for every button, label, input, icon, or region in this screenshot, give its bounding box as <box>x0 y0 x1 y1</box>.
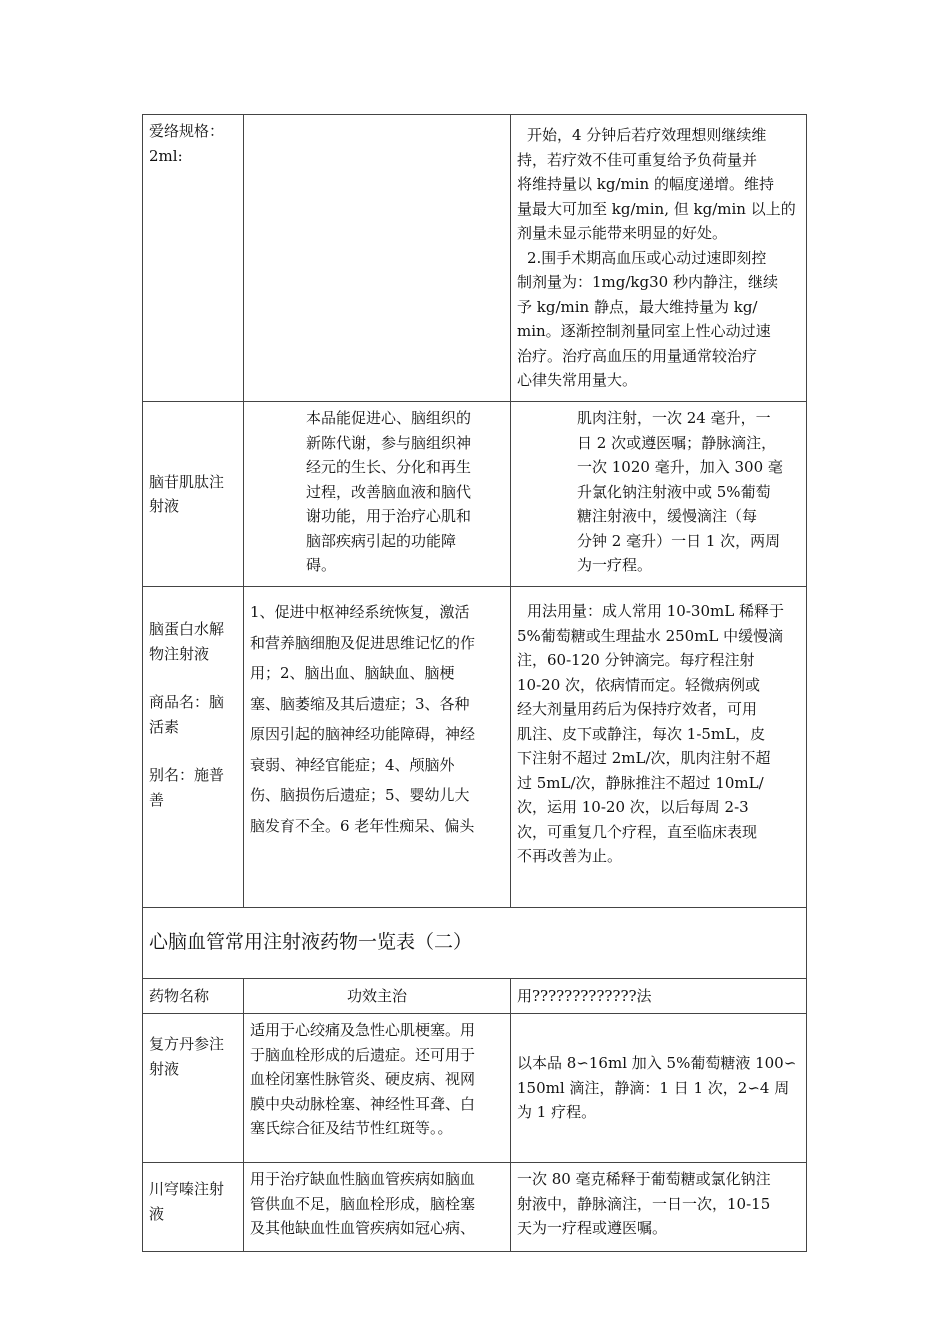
usage-line: 心律失常用量大。 <box>517 371 638 389</box>
drug-name-line: 脑蛋白水解 <box>149 620 225 638</box>
effect-line: 脑发育不全。6 老年性痴呆、偏头 <box>250 816 475 835</box>
usage-cell <box>511 115 807 402</box>
alias-line: 善 <box>149 790 165 809</box>
effect-line: 原因引起的脑神经功能障碍，神经 <box>250 725 476 743</box>
trade-name-line: 商品名：脑 <box>149 693 225 711</box>
drug-name-line: 射液 <box>149 1059 180 1078</box>
usage-line: 持，若疗效不佳可重复给予负荷量并 <box>517 150 758 169</box>
usage-line: 量最大可加至 kg/min, 但 kg/min 以上的 <box>517 199 796 218</box>
usage-line: 150ml 滴注，静滴：1 日 1 次，2∽4 周 <box>517 1078 790 1097</box>
drug-name-line: 2ml: <box>149 146 183 165</box>
effect-line: 及其他缺血性血管疾病如冠心病、 <box>250 1219 476 1237</box>
effect-line: 适用于心绞痛及急性心肌梗塞。用 <box>250 1021 476 1039</box>
usage-line: 天为一疗程或遵医嘱。 <box>517 1219 668 1237</box>
effect-line: 1、促进中枢神经系统恢复，激活 <box>250 603 470 621</box>
table-row <box>143 115 807 402</box>
drug-table <box>142 114 807 1252</box>
usage-cell <box>511 1163 807 1252</box>
usage-line: 过 5mL/次，静脉推注不超过 10mL/ <box>517 773 764 792</box>
table-row <box>143 587 807 908</box>
drug-name-line: 液 <box>149 1204 165 1223</box>
effect-cell <box>244 402 511 587</box>
usage-line: 肌注、皮下或静注，每次 1-5mL，皮 <box>517 724 766 743</box>
effect-line: 于脑血栓形成的后遗症。还可用于 <box>250 1045 476 1064</box>
usage-line: 一次 1020 毫升，加入 300 毫 <box>577 458 783 476</box>
usage-line: 射液中，静脉滴注，一日一次，10-15 <box>517 1194 771 1213</box>
drug-name-line: 物注射液 <box>149 644 210 663</box>
usage-line: 糖注射液中，缓慢滴注（每 <box>577 507 758 525</box>
usage-line: 一次 80 毫克稀释于葡萄糖或氯化钠注 <box>517 1170 771 1188</box>
drug-table-page <box>142 114 806 1252</box>
usage-line: 用法用量：成人常用 10-30mL 稀释于 <box>527 602 784 620</box>
spacer <box>149 666 237 690</box>
usage-line: 不再改善为止。 <box>517 847 623 865</box>
usage-line: 5%葡萄糖或生理盐水 250mL 中缓慢滴 <box>517 626 784 645</box>
effect-line: 衰弱、神经官能症；4、颅脑外 <box>250 755 455 774</box>
table-row <box>143 908 807 979</box>
effect-line: 血栓闭塞性脉管炎、硬皮病、视网 <box>250 1070 476 1088</box>
usage-line: 次，可重复几个疗程，直至临床表现 <box>517 822 758 841</box>
usage-line: 日 2 次或遵医嘱；静脉滴注， <box>577 433 777 452</box>
usage-line: 剂量未显示能带来明显的好处。 <box>517 224 728 242</box>
drug-name-line: 川穹嗪注射 <box>149 1180 225 1198</box>
alias-line: 别名：施普 <box>149 766 225 784</box>
usage-line: 下注射不超过 2mL/次，肌肉注射不超 <box>517 749 771 767</box>
usage-cell <box>511 1014 807 1163</box>
usage-line: 为一疗程。 <box>577 556 653 574</box>
table-header-row <box>143 979 807 1014</box>
table-row <box>143 402 807 587</box>
usage-line: 次，运用 10-20 次，以后每周 2-3 <box>517 798 749 816</box>
usage-line: 注，60-120 分钟滴完。每疗程注射 <box>517 651 755 669</box>
drug-name-cell <box>143 587 244 908</box>
table-row <box>143 1163 807 1252</box>
effect-cell <box>244 1163 511 1252</box>
effect-cell <box>244 587 511 908</box>
effect-line: 和营养脑细胞及促进思维记忆的作 <box>250 633 476 652</box>
usage-line: 升氯化钠注射液中或 5%葡萄 <box>577 482 771 501</box>
table-title: 心脑血管常用注射液药物一览表（二） <box>143 908 807 979</box>
effect-line: 过程，改善脑血液和脑代 <box>306 482 472 501</box>
effect-line: 塞氏综合征及结节性红斑等。。 <box>250 1119 453 1137</box>
usage-line: 开始，4 分钟后若疗效理想则继续维 <box>527 126 767 144</box>
column-header: 功效主治 <box>244 979 511 1014</box>
effect-line: 脑部疾病引起的功能障 <box>306 531 457 550</box>
drug-name-cell <box>143 402 244 587</box>
usage-cell <box>511 402 807 587</box>
effect-line: 谢功能，用于治疗心肌和 <box>306 507 472 525</box>
effect-cell <box>244 115 511 402</box>
drug-name-line: 爱络规格： <box>149 122 225 140</box>
usage-line: 为 1 疗程。 <box>517 1103 597 1122</box>
usage-line: 经大剂量用药后为保持疗效者，可用 <box>517 700 758 718</box>
effect-line: 膜中央动脉栓塞、神经性耳聋、白 <box>250 1094 476 1113</box>
effect-cell <box>244 1014 511 1163</box>
usage-line: 治疗。治疗高血压的用量通常较治疗 <box>517 346 758 365</box>
effect-line: 碍。 <box>306 556 337 574</box>
effect-line: 新陈代谢，参与脑组织神 <box>306 433 472 452</box>
spacer <box>149 739 237 763</box>
effect-line: 经元的生长、分化和再生 <box>306 458 472 476</box>
usage-line: min。逐渐控制剂量同室上性心动过速 <box>517 322 771 340</box>
effect-line: 伤、脑损伤后遗症；5、婴幼儿大 <box>250 786 470 804</box>
effect-line: 用；2、脑出血、脑缺血、脑梗 <box>250 664 455 682</box>
drug-name-cell <box>143 1163 244 1252</box>
effect-line: 管供血不足，脑血栓形成，脑栓塞 <box>250 1194 476 1213</box>
drug-name-line: 射液 <box>149 497 180 515</box>
column-header: 药物名称 <box>143 979 244 1014</box>
drug-name-cell <box>143 115 244 402</box>
table-row <box>143 1014 807 1163</box>
drug-name-line: 脑苷肌肽注 <box>149 472 225 491</box>
usage-line: 分钟 2 毫升）一日 1 次，两周 <box>577 531 781 550</box>
trade-name-line: 活素 <box>149 717 180 736</box>
usage-line: 以本品 8∽16ml 加入 5%葡萄糖液 100∽ <box>517 1054 797 1073</box>
column-header: 用?????????????法 <box>511 979 807 1014</box>
effect-line: 塞、脑萎缩及其后遗症；3、各种 <box>250 694 470 713</box>
usage-line: 予 kg/min 静点，最大维持量为 kg/ <box>517 297 758 316</box>
drug-name-cell <box>143 1014 244 1163</box>
effect-line: 用于治疗缺血性脑血管疾病如脑血 <box>250 1170 476 1188</box>
usage-line: 2.围手术期高血压或心动过速即刻控 <box>527 248 767 267</box>
drug-name-line: 复方丹参注 <box>149 1035 225 1053</box>
effect-line: 本品能促进心、脑组织的 <box>306 409 472 427</box>
usage-line: 制剂量为：1mg/kg30 秒内静注，继续 <box>517 273 778 291</box>
usage-cell <box>511 587 807 908</box>
usage-line: 将维持量以 kg/min 的幅度递增。维持 <box>517 175 774 193</box>
usage-line: 肌肉注射，一次 24 毫升，一 <box>577 409 771 427</box>
usage-line: 10-20 次，依病情而定。轻微病例或 <box>517 675 761 694</box>
